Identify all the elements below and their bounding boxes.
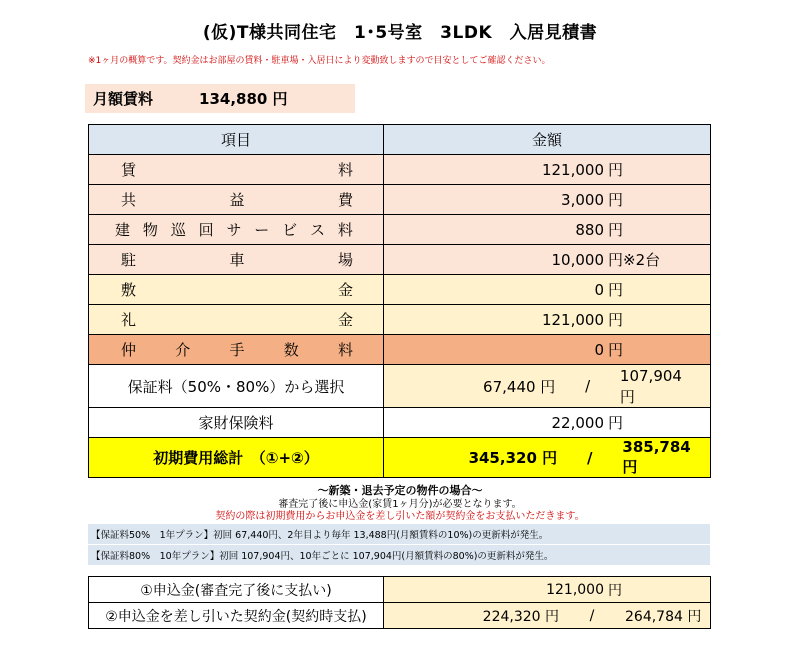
fee-label-char: サ <box>226 221 242 239</box>
fee-row-amount <box>384 305 711 335</box>
new-section-line1: 審査完了後に申込金(家賃1ヶ月分)が必要となります。 <box>278 499 522 510</box>
fee-label-char: 車 <box>229 251 245 269</box>
fee-label-char: 建 <box>115 221 131 239</box>
fee-amount-unit: 円※2台 <box>608 251 661 269</box>
total-label: 初期費用総計 （①+②） <box>89 438 384 478</box>
fee-label-char: 介 <box>175 341 191 359</box>
insurance-unit: 円 <box>608 414 624 432</box>
guarantee-b: 107,904 円 <box>619 367 697 406</box>
fee-row <box>89 215 711 245</box>
payment-table <box>88 576 711 629</box>
fee-row <box>89 305 711 335</box>
contract-fee-label: ②申込金を差し引いた契約金(契約時支払) <box>89 603 384 629</box>
application-fee-label: ①申込金(審査完了後に支払い) <box>89 577 384 603</box>
guarantee-row <box>89 365 711 408</box>
fee-label-char: 金 <box>337 311 353 329</box>
insurance-value: 22,000 <box>551 413 604 432</box>
fee-row-label <box>89 275 384 305</box>
total-amount <box>384 438 711 478</box>
insurance-amount <box>384 408 711 438</box>
fee-row <box>89 275 711 305</box>
contract-fee-row <box>89 603 711 629</box>
monthly-rent-box <box>85 84 355 113</box>
guarantee-slash: / <box>585 377 591 395</box>
fee-amount-value: 0 <box>594 280 604 299</box>
guarantee-label: 保証料（50%・80%）から選択 <box>89 365 384 408</box>
new-section-title: ～新築・退去予定の物件の場合～ <box>317 484 483 497</box>
fee-label-char: ビ <box>282 221 298 239</box>
notice-text: ※1ヶ月の概算です。契約金はお部屋の賃料・駐車場・入居日により変動致しますので目安としてご確認ください。 <box>88 56 551 66</box>
fee-label-char: 料 <box>337 161 353 179</box>
total-a: 345,320 円 <box>468 449 558 467</box>
new-section-line2: 契約の際は初期費用からお申込金を差し引いた額が契約金をお支払いただきます。 <box>215 511 585 522</box>
fee-label-char: 手 <box>229 341 245 359</box>
fee-label-char: 共 <box>121 191 137 209</box>
fee-label-char: 礼 <box>121 311 137 329</box>
contract-fee-slash: / <box>589 607 595 624</box>
application-fee-value: 121,000 <box>546 581 604 598</box>
fee-amount-unit: 円 <box>608 221 624 239</box>
plan-80-note: 【保証料80% 10年プラン】初回 107,904円、10年ごとに 107,904円(月額賃料の80%)の更新料が発生。 <box>88 545 710 565</box>
application-fee-row <box>89 577 711 603</box>
page-title: (仮)T様共同住宅 1･5号室 3LDK 入居見積書 <box>202 23 598 43</box>
total-slash: / <box>587 448 593 467</box>
fee-label-char: 益 <box>229 191 245 209</box>
fee-amount-unit: 円 <box>608 281 624 299</box>
fee-row-amount <box>384 155 711 185</box>
fee-label-char: 敷 <box>121 281 137 299</box>
fee-row-amount <box>384 275 711 305</box>
guarantee-amount <box>384 365 711 408</box>
table-header-row <box>89 125 711 155</box>
fee-row <box>89 185 711 215</box>
fee-label-char: 料 <box>337 341 353 359</box>
fee-label-char: 物 <box>142 221 158 239</box>
fee-label-char: 回 <box>198 221 214 239</box>
fee-row-amount <box>384 335 711 365</box>
fee-label-char: ス <box>310 221 326 239</box>
fee-row-label <box>89 245 384 275</box>
header-amount: 金額 <box>384 125 711 155</box>
fee-row-amount <box>384 245 711 275</box>
fee-amount-unit: 円 <box>608 161 624 179</box>
fee-label-char: ー <box>254 221 270 239</box>
fee-amount-value: 880 <box>575 220 604 239</box>
fee-row-label <box>89 185 384 215</box>
fee-row-amount <box>384 185 711 215</box>
insurance-row <box>89 408 711 438</box>
fee-label-char: 料 <box>337 221 353 239</box>
fee-row <box>89 155 711 185</box>
application-fee-amount <box>384 577 711 603</box>
fee-row-label <box>89 305 384 335</box>
fee-amount-unit: 円 <box>608 311 624 329</box>
fee-row-label <box>89 155 384 185</box>
fee-row <box>89 335 711 365</box>
fee-row <box>89 245 711 275</box>
header-item: 項目 <box>89 125 384 155</box>
monthly-rent-value: 134,880 円 <box>199 90 288 108</box>
fee-label-char: 賃 <box>121 161 137 179</box>
fee-label-char: 数 <box>283 341 299 359</box>
fee-rows <box>89 155 711 365</box>
fee-label-char: 費 <box>337 191 353 209</box>
total-row <box>89 438 711 478</box>
application-fee-unit: 円 <box>608 582 622 599</box>
fee-label-char: 場 <box>337 251 353 269</box>
fee-amount-unit: 円 <box>608 341 624 359</box>
fee-row-label <box>89 335 384 365</box>
fee-label-char: 金 <box>337 281 353 299</box>
fee-label-char: 仲 <box>121 341 137 359</box>
guarantee-a: 67,440 円 <box>483 377 556 396</box>
fee-amount-value: 3,000 <box>561 190 604 209</box>
fee-amount-value: 10,000 <box>551 250 604 269</box>
fee-label-char: 巡 <box>170 221 186 239</box>
fee-row-amount <box>384 215 711 245</box>
insurance-label: 家財保険料 <box>89 408 384 438</box>
total-b: 385,784 円 <box>622 438 691 476</box>
contract-fee-b: 264,784 円 <box>625 608 702 625</box>
contract-fee-amount <box>384 603 711 629</box>
fee-amount-unit: 円 <box>608 191 624 209</box>
fee-amount-value: 121,000 <box>541 310 604 329</box>
plan-50-note: 【保証料50% 1年プラン】初回 67,440円、2年目より毎年 13,488円(月額賃料の10%)の更新料が発生。 <box>88 524 710 544</box>
fee-label-char: 駐 <box>121 251 137 269</box>
contract-fee-a: 224,320 円 <box>482 608 559 625</box>
fee-amount-value: 121,000 <box>541 160 604 179</box>
estimate-table <box>88 124 711 478</box>
monthly-rent-label: 月額賃料 <box>93 90 154 108</box>
fee-row-label <box>89 215 384 245</box>
fee-amount-value: 0 <box>594 340 604 359</box>
